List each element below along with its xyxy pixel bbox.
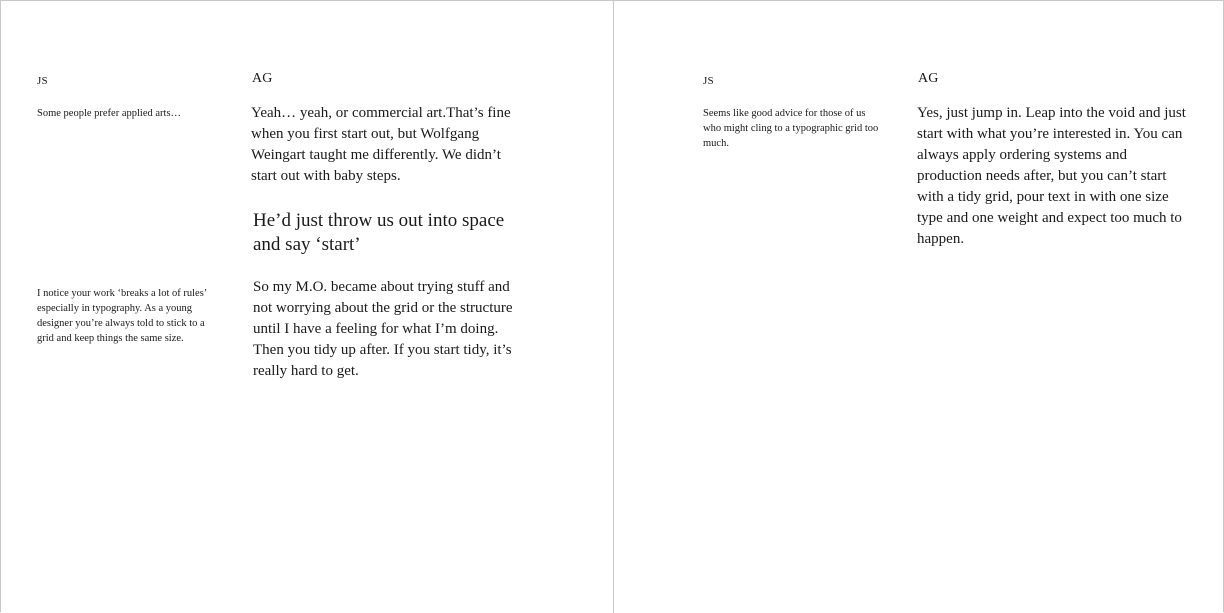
speaker-label-js: JS <box>37 75 48 87</box>
interviewer-question: I notice your work ‘breaks a lot of rules’ especially in typography. As a young designer you’re always told to stick to a grid and keep things the same size. <box>37 288 207 344</box>
interviewer-question: Some people prefer applied arts… <box>37 108 182 119</box>
right-page <box>613 1 1224 613</box>
pull-quote: He’d just throw us out into space and say ‘start’ <box>253 210 505 255</box>
left-page <box>1 1 613 613</box>
interviewer-question: Seems like good advice for those of us who might cling to a typographic grid too much. <box>703 108 879 149</box>
interviewee-answer: Yes, just jump in. Leap into the void and just start with what you’re interested in. You can always apply ordering systems and production needs after, but you can’t start with a tidy grid, pour text in with one size type and one weight and expect too much to happen. <box>917 105 1186 247</box>
speaker-label-ag: AG <box>252 71 273 86</box>
interviewee-answer: Yeah… yeah, or commercial art.That’s fine when you first start out, but Wolfgang Weingart taught me differently. We didn’t start out with baby steps. <box>251 105 511 184</box>
interviewee-answer: So my M.O. became about trying stuff and not worrying about the grid or the structure until I have a feeling for what I’m doing. Then you tidy up after. If you start tidy, it’s really hard to get. <box>253 279 513 379</box>
speaker-label-js: JS <box>703 75 714 87</box>
speaker-label-ag: AG <box>918 71 939 86</box>
